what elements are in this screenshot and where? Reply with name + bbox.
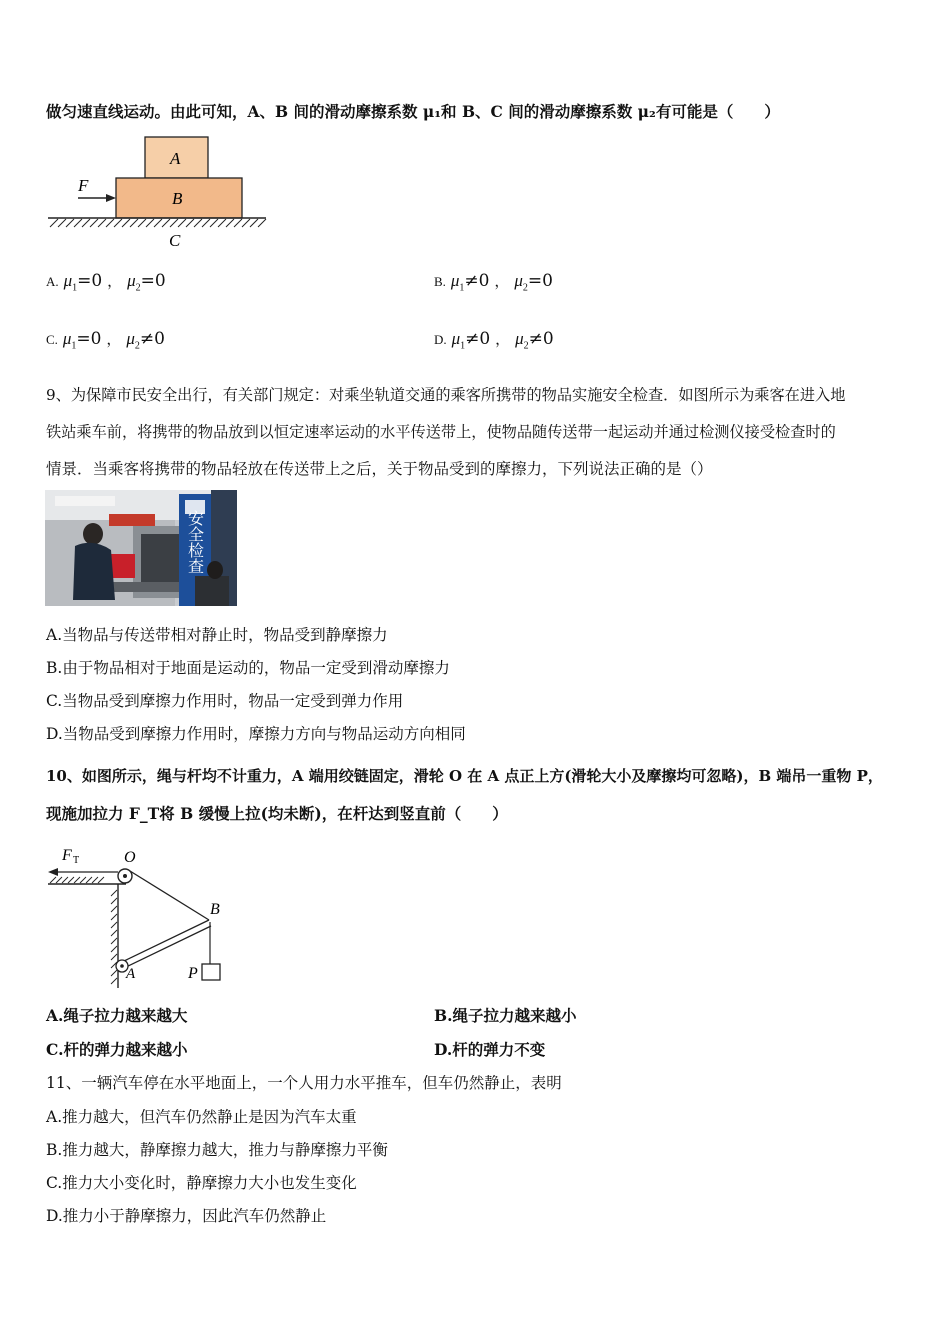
q11-option-a[interactable]: A.推力越大，但汽车仍然静止是因为汽车太重 — [46, 1108, 357, 1126]
q10-option-c[interactable]: C.杆的弹力越来越小 — [46, 1040, 188, 1059]
force-arrow-head — [106, 194, 116, 202]
q9-option-c[interactable]: C.当物品受到摩擦力作用时，物品一定受到弹力作用 — [46, 692, 404, 710]
q10-option-a[interactable]: A.绳子拉力越来越大 — [46, 1006, 188, 1025]
label-f: F — [78, 176, 89, 195]
q11-option-b[interactable]: B.推力越大，静摩擦力越大，推力与静摩擦力平衡 — [46, 1141, 388, 1159]
q8-option-a[interactable]: A. $\mu_1=0$ ， $\mu_2=0$ — [46, 271, 166, 294]
q10-option-b[interactable]: B.绳子拉力越来越小 — [434, 1006, 577, 1025]
label-b: B — [172, 189, 183, 208]
wall-hatching — [111, 890, 117, 984]
q8-option-d[interactable]: D. $\mu_1\ne 0$ ， $\mu_2\ne 0$ — [434, 329, 554, 352]
label-p: P — [188, 965, 198, 982]
q9-option-b[interactable]: B.由于物品相对于地面是运动的，物品一定受到滑动摩擦力 — [46, 659, 450, 677]
rope-ob — [130, 871, 209, 920]
rod-ab-upper — [122, 920, 209, 962]
pull-arrow-head — [48, 868, 58, 876]
q10-stem-line-1: 10、如图所示，绳与杆均不计重力，A 端用绞链固定，滑轮 O 在 A 点正上方(滑轮大小及摩擦均可忽略)，B 端吊一重物 P， — [46, 767, 883, 785]
q10-stem-line-2: 现施加拉力 F_T将 B 缓慢上拉(均未断)，在杆达到竖直前（ ） — [46, 804, 508, 823]
q9-security-check-photo — [45, 490, 237, 606]
label-c: C — [169, 231, 181, 250]
q11-option-d[interactable]: D.推力小于静摩擦力，因此汽车仍然静止 — [46, 1207, 327, 1225]
q8-block-diagram — [44, 134, 274, 252]
ceiling-hatching — [50, 877, 104, 883]
q9-stem-line-1: 9、为保障市民安全出行，有关部门规定：对乘坐轨道交通的乘客所携带的物品实施安全检查．如图所示为乘客在进入地 — [46, 386, 846, 404]
q11-stem: 11、一辆汽车停在水平地面上，一个人用力水平推车，但车仍然静止，表明 — [46, 1074, 562, 1092]
q11-option-c[interactable]: C.推力大小变化时，静摩擦力大小也发生变化 — [46, 1174, 357, 1192]
ground-hatching — [50, 219, 266, 227]
q10-pulley-diagram — [44, 840, 234, 996]
q9-option-d[interactable]: D.当物品受到摩擦力作用时，摩擦力方向与物品运动方向相同 — [46, 725, 466, 743]
label-ft-sub: T — [73, 855, 80, 866]
q8-intro: 做匀速直线运动。由此可知，A、B 间的滑动摩擦系数 μ₁和 B、C 间的滑动摩擦系数 μ₂有可能是（ ） — [46, 102, 780, 121]
label-b: B — [210, 901, 220, 918]
label-a: A — [126, 966, 136, 982]
q9-stem-line-2: 铁站乘车前，将携带的物品放到以恒定速率运动的水平传送带上，使物品随传送带一起运动并通过检测仪接受检查时的 — [46, 423, 836, 441]
label-ft: F — [62, 847, 72, 864]
q9-option-a[interactable]: A.当物品与传送带相对静止时，物品受到静摩擦力 — [46, 626, 388, 644]
q8-option-b[interactable]: B. $\mu_1\ne 0$ ， $\mu_2=0$ — [434, 271, 553, 294]
rod-ab-lower — [124, 926, 211, 968]
q9-stem-line-3: 情景．当乘客将携带的物品轻放在传送带上之后，关于物品受到的摩擦力，下列说法正确的是（） — [46, 460, 713, 478]
label-o: O — [124, 849, 136, 866]
q10-option-d[interactable]: D.杆的弹力不变 — [434, 1040, 546, 1059]
label-a: A — [170, 149, 181, 168]
led-sign — [109, 514, 155, 526]
q8-option-c[interactable]: C. $\mu_1=0$ ， $\mu_2\ne 0$ — [46, 329, 165, 352]
weight-p — [202, 964, 220, 980]
sign-text: 安全检查 — [185, 510, 205, 574]
